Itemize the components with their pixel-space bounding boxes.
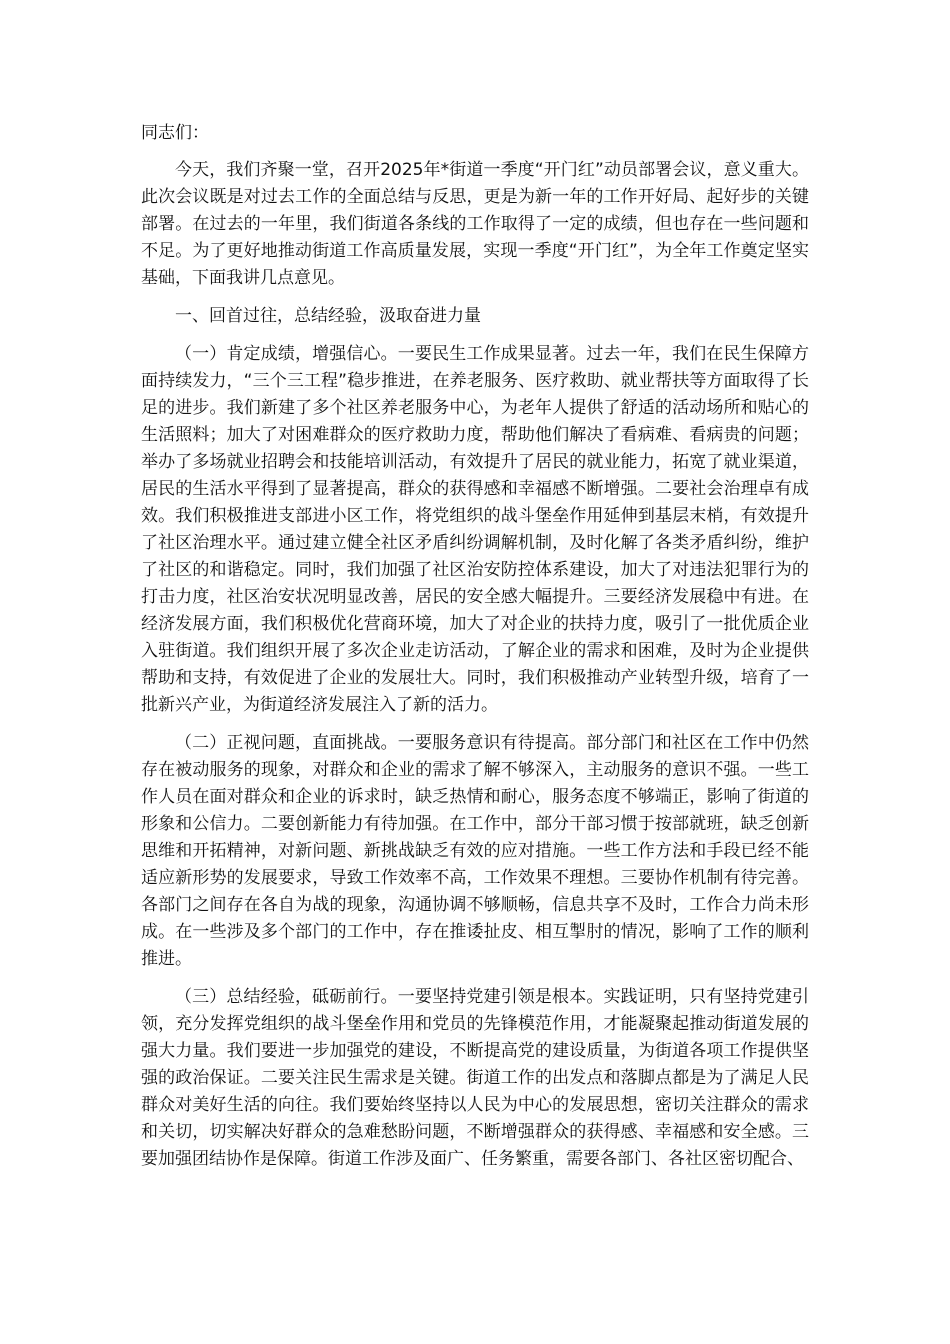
- paragraph-problems: （二）正视问题，直面挑战。一要服务意识有待提高。部分部门和社区在工作中仍然存在被动服务的现象，对群众和企业的需求了解不够深入，主动服务的意识不强。一些工作人员在面对群众和企业的诉求时，缺乏热情和耐心，服务态度不够端正，影响了街道的形象和公信力。二要创新能力有待加强。在工作中，部分干部习惯于按部就班，缺乏创新思维和开拓精神，对新问题、新挑战缺乏有效的应对措施。一些工作方法和手段已经不能适应新形势的发展要求，导致工作效率不高，工作效果不理想。三要协作机制有待完善。各部门之间存在各自为战的现象，沟通协调不够顺畅，信息共享不及时，工作合力尚未形成。在一些涉及多个部门的工作中，存在推诿扯皮、相互掣肘的情况，影响了工作的顺利推进。: [141, 733, 809, 969]
- document-page: [141, 120, 809, 1184]
- paragraph-experience: （三）总结经验，砥砺前行。一要坚持党建引领是根本。实践证明，只有坚持党建引领，充分发挥党组织的战斗堡垒作用和党员的先锋模范作用，才能凝聚起推动街道发展的强大力量。我们要进一步加强党的建设，不断提高党的建设质量，为街道各项工作提供坚强的政治保证。二要关注民生需求是关键。街道工作的出发点和落脚点都是为了满足人民群众对美好生活的向往。我们要始终坚持以人民为中心的发展思想，密切关注群众的需求和关切，切实解决好群众的急难愁盼问题，不断增强群众的获得感、幸福感和安全感。三要加强团结协作是保障。街道工作涉及面广、任务繁重，需要各部门、各社区密切配合、: [141, 987, 809, 1169]
- paragraph-intro: 今天，我们齐聚一堂，召开2025年*街道一季度“开门红”动员部署会议，意义重大。此次会议既是对过去工作的全面总结与反思，更是为新一年的工作开好局、起好步的关键部署。在过去的一年里，我们街道各条线的工作取得了一定的成绩，但也存在一些问题和不足。为了更好地推动街道工作高质量发展，实现一季度“开门红”，为全年工作奠定坚实基础，下面我讲几点意见。: [141, 160, 809, 288]
- salutation: 同志们：: [141, 123, 209, 143]
- paragraph-achievements: （一）肯定成绩，增强信心。一要民生工作成果显著。过去一年，我们在民生保障方面持续发力，“三个三工程”稳步推进，在养老服务、医疗救助、就业帮扶等方面取得了长足的进步。我们新建了多个社区养老服务中心，为老年人提供了舒适的活动场所和贴心的生活照料；加大了对困难群众的医疗救助力度，帮助他们解决了看病难、看病贵的问题；举办了多场就业招聘会和技能培训活动，有效提升了居民的就业能力，拓宽了就业渠道，居民的生活水平得到了显著提高，群众的获得感和幸福感不断增强。二要社会治理卓有成效。我们积极推进支部进小区工作，将党组织的战斗堡垒作用延伸到基层末梢，有效提升了社区治理水平。通过建立健全社区矛盾纠纷调解机制，及时化解了各类矛盾纠纷，维护了社区的和谐稳定。同时，我们加强了社区治安防控体系建设，加大了对违法犯罪行为的打击力度，社区治安状况明显改善，居民的安全感大幅提升。三要经济发展稳中有进。在经济发展方面，我们积极优化营商环境，加大了对企业的扶持力度，吸引了一批优质企业入驻街道。我们组织开展了多次企业走访活动，了解企业的需求和困难，及时为企业提供帮助和支持，有效促进了企业的发展壮大。同时，我们积极推动产业转型升级，培育了一批新兴产业，为街道经济发展注入了新的活力。: [141, 344, 809, 715]
- section-heading-1: 一、回首过往，总结经验，汲取奋进力量: [175, 306, 481, 326]
